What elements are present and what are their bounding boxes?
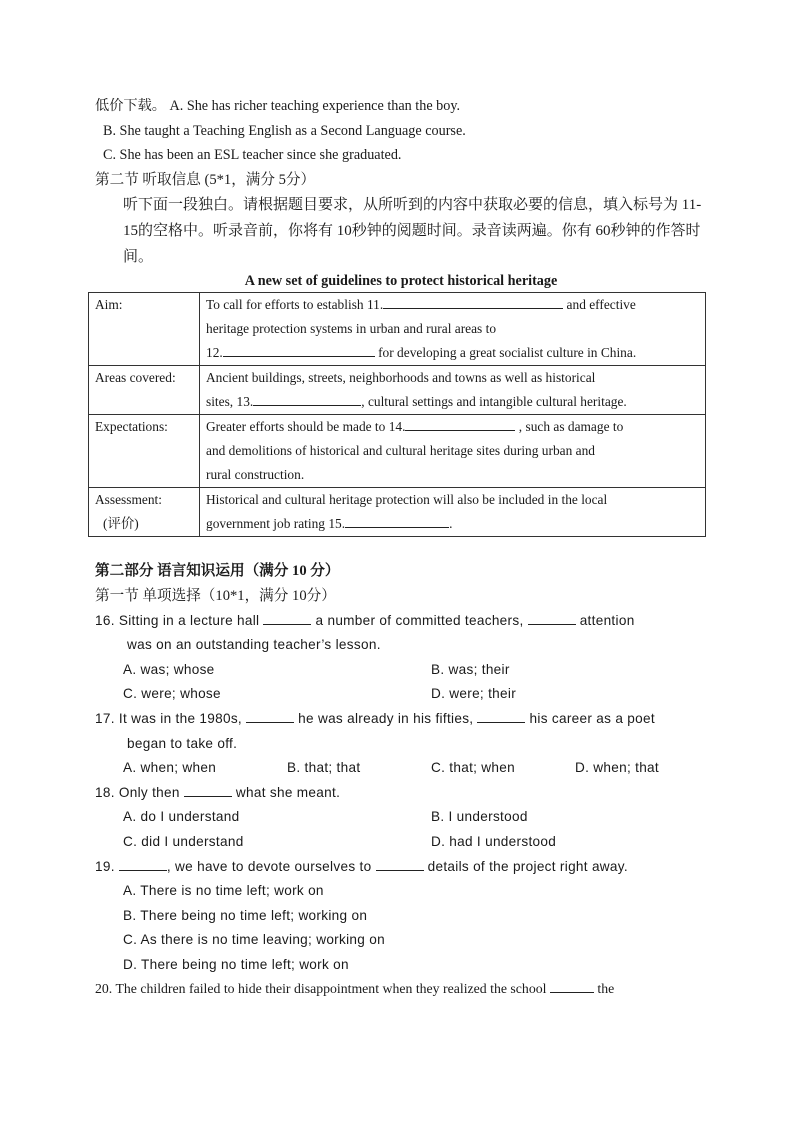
- row-text: , such as damage to: [515, 419, 624, 435]
- blank-12[interactable]: [223, 342, 375, 357]
- q18-option-d[interactable]: D. had I understood: [431, 833, 557, 849]
- q18-options-ab: [95, 805, 707, 830]
- row-text: sites, 13.: [206, 394, 254, 410]
- row-text: Historical and cultural heritage protection will also be included in the local: [206, 492, 608, 508]
- q20-stem: the: [593, 981, 615, 997]
- q17-stem-cont: began to take off.: [127, 735, 238, 751]
- row-label-text: Areas covered:: [95, 370, 176, 386]
- row-text: Ancient buildings, streets, neighborhoods and towns as well as historical: [206, 370, 596, 386]
- q19-stem: details of the project right away.: [423, 858, 628, 874]
- row-text: .: [449, 516, 453, 532]
- exam-page: [95, 94, 707, 1002]
- q19-option-a[interactable]: A. There is no time left; work on: [123, 883, 324, 899]
- q17-stem: 17. It was in the 1980s,: [95, 710, 247, 726]
- part2-title: 第二部分 语言知识运用（满分 10 分）: [95, 563, 340, 580]
- q16-stem: 16. Sitting in a lecture hall: [95, 612, 264, 628]
- row-text: government job rating 15.: [206, 516, 346, 532]
- blank-15[interactable]: [345, 513, 449, 528]
- q10-option-b: B. She taught a Teaching English as a Second Language course.: [103, 122, 466, 139]
- q10-option-a-line: 低价下载。 A. She has richer teaching experience than the boy.: [95, 98, 461, 114]
- q19-stem: , we have to devote ourselves to: [166, 858, 376, 874]
- q17-stem: his career as a poet: [525, 710, 655, 726]
- question-18: [95, 781, 707, 806]
- q16-option-d[interactable]: D. were; their: [431, 686, 517, 702]
- q16-options-ab: [95, 658, 707, 683]
- blank-14[interactable]: [405, 416, 515, 431]
- q16-stem: attention: [575, 612, 635, 628]
- q17-option-d[interactable]: D. when; that: [575, 760, 659, 776]
- part2-subtitle: 第一节 单项选择（10*1，满分 10分）: [95, 587, 336, 604]
- question-20: [95, 977, 707, 1002]
- table-row-aim: [89, 293, 706, 366]
- q18-option-c[interactable]: C. did I understand: [123, 833, 244, 849]
- q19-blank-2[interactable]: [376, 856, 424, 871]
- row-text: , cultural settings and intangible cultural heritage.: [361, 394, 627, 410]
- row-content: [200, 293, 706, 366]
- row-label-cn: (评价): [103, 516, 139, 532]
- q17-option-c[interactable]: C. that; when: [431, 760, 515, 776]
- q17-option-a[interactable]: A. when; when: [123, 760, 217, 776]
- row-label-text: Assessment:: [95, 492, 162, 508]
- row-text: and effective: [563, 297, 636, 313]
- q19-stem: 19.: [95, 858, 119, 874]
- blank-13[interactable]: [253, 391, 361, 406]
- row-text: Greater efforts should be made to 14.: [206, 419, 406, 435]
- table-title: A new set of guidelines to protect historical heritage: [244, 273, 558, 290]
- q18-stem: 18. Only then: [95, 784, 184, 800]
- q16-option-c[interactable]: C. were; whose: [123, 686, 221, 702]
- q16-option-b[interactable]: B. was; their: [431, 661, 510, 677]
- q16-options-cd: [95, 682, 707, 707]
- row-text: To call for efforts to establish 11.: [206, 297, 384, 313]
- q17-blank-1[interactable]: [246, 708, 294, 723]
- q16-option-a[interactable]: A. was; whose: [123, 661, 215, 677]
- q20-stem: 20. The children failed to hide their disappointment when they realized the school: [95, 981, 550, 997]
- row-content: [200, 488, 706, 537]
- section2-instructions: 听下面一段独白。请根据题目要求，从所听到的内容中获取必要的信息，填入标号为 11-15的空格中。听录音前，你将有 10秒钟的阅题时间。录音读两遍。你有 60秒钟的作答时间。: [123, 197, 702, 266]
- row-label: [89, 488, 200, 537]
- table-row-areas: [89, 366, 706, 415]
- q18-option-a[interactable]: A. do I understand: [123, 809, 240, 825]
- row-label-text: Expectations:: [95, 419, 168, 435]
- question-17: [95, 707, 707, 732]
- q19-option-b[interactable]: B. There being no time left; working on: [123, 907, 368, 923]
- q17-blank-2[interactable]: [477, 708, 525, 723]
- table-row-expectations: [89, 415, 706, 488]
- q17-option-b[interactable]: B. that; that: [287, 760, 361, 776]
- row-label: [89, 415, 200, 488]
- q16-blank-1[interactable]: [263, 610, 311, 625]
- q18-options-cd: [95, 830, 707, 855]
- section2-title: 第二节 听取信息 (5*1，满分 5分）: [95, 171, 316, 188]
- row-text: heritage protection systems in urban and rural areas to: [206, 321, 497, 337]
- row-label-text: Aim:: [95, 297, 123, 313]
- row-content: [200, 415, 706, 488]
- row-text: rural construction.: [206, 467, 305, 483]
- row-text: 12.: [206, 345, 223, 361]
- row-text: and demolitions of historical and cultural heritage sites during urban and: [206, 443, 595, 459]
- q20-blank[interactable]: [550, 978, 594, 993]
- q19-option-c[interactable]: C. As there is no time leaving; working on: [123, 932, 385, 948]
- blank-11[interactable]: [383, 294, 563, 309]
- row-content: [200, 366, 706, 415]
- q18-option-b[interactable]: B. I understood: [431, 809, 528, 825]
- q19-blank-1[interactable]: [119, 856, 167, 871]
- row-label: [89, 366, 200, 415]
- q16-stem: a number of committed teachers,: [311, 612, 528, 628]
- q17-options: [95, 756, 707, 781]
- question-16: [95, 609, 707, 634]
- q18-stem: what she meant.: [231, 784, 341, 800]
- table-row-assessment: [89, 488, 706, 537]
- q17-stem: he was already in his fifties,: [294, 710, 478, 726]
- q10-option-c: C. She has been an ESL teacher since she graduated.: [103, 147, 402, 164]
- q18-blank[interactable]: [184, 782, 232, 797]
- q19-option-d[interactable]: D. There being no time left; work on: [123, 956, 349, 972]
- row-label: [89, 293, 200, 366]
- question-19: [95, 855, 707, 880]
- q16-blank-2[interactable]: [528, 610, 576, 625]
- info-table: [88, 292, 706, 537]
- q16-stem-cont: was on an outstanding teacher’s lesson.: [127, 637, 381, 653]
- row-text: for developing a great socialist culture in China.: [374, 345, 637, 361]
